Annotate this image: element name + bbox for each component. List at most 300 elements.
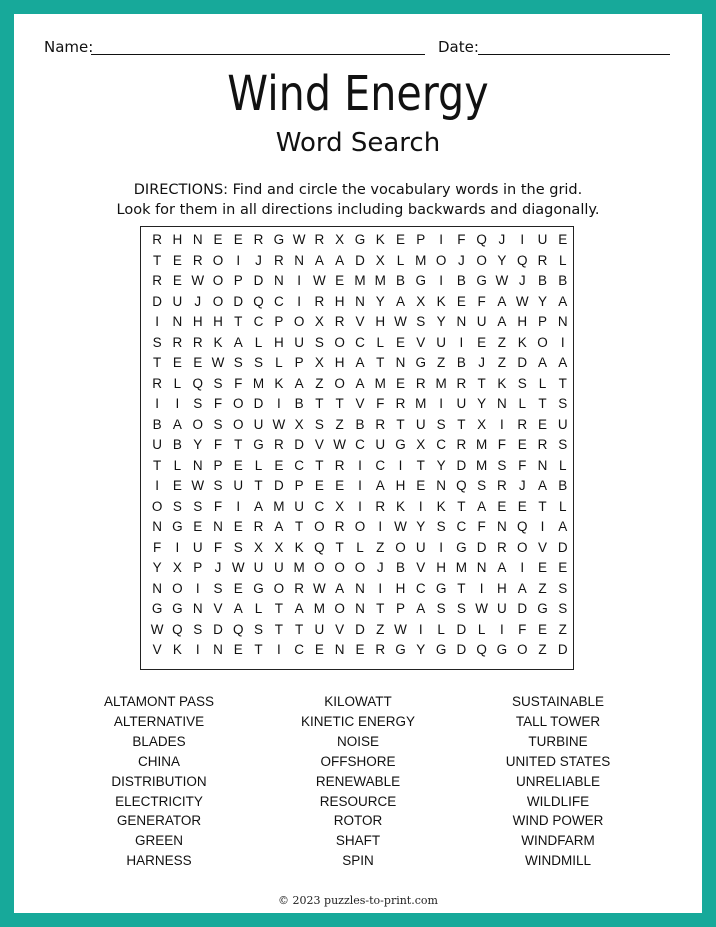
grid-letter[interactable]: Q: [314, 539, 325, 555]
grid-letter[interactable]: O: [233, 396, 244, 411]
grid-letter[interactable]: H: [172, 232, 183, 247]
grid-letter[interactable]: Y: [436, 314, 446, 329]
grid-letter[interactable]: T: [153, 252, 162, 268]
grid-letter[interactable]: L: [437, 621, 445, 637]
grid-letter[interactable]: L: [559, 498, 567, 514]
grid-letter[interactable]: N: [152, 519, 163, 534]
grid-letter[interactable]: O: [435, 252, 447, 268]
grid-letter[interactable]: O: [172, 580, 183, 596]
grid-letter[interactable]: W: [292, 232, 306, 247]
grid-letter[interactable]: W: [150, 621, 164, 637]
grid-letter[interactable]: N: [557, 314, 568, 329]
grid-letter[interactable]: V: [355, 314, 365, 329]
grid-letter[interactable]: U: [253, 416, 264, 432]
grid-letter[interactable]: I: [175, 396, 180, 411]
grid-letter[interactable]: T: [477, 375, 486, 391]
grid-letter[interactable]: R: [517, 416, 528, 432]
grid-letter[interactable]: H: [375, 314, 386, 329]
grid-letter[interactable]: X: [274, 539, 284, 555]
grid-letter[interactable]: W: [313, 273, 326, 288]
grid-letter[interactable]: E: [172, 252, 182, 268]
grid-letter[interactable]: D: [253, 273, 264, 288]
grid-letter[interactable]: O: [476, 252, 487, 268]
grid-letter[interactable]: N: [213, 519, 223, 534]
grid-letter[interactable]: A: [355, 355, 365, 370]
grid-letter[interactable]: R: [273, 437, 284, 452]
grid-letter[interactable]: S: [558, 580, 568, 596]
grid-letter[interactable]: N: [213, 642, 223, 657]
grid-letter[interactable]: R: [334, 457, 345, 473]
grid-letter[interactable]: L: [559, 457, 567, 473]
grid-letter[interactable]: F: [213, 437, 223, 452]
grid-letter[interactable]: T: [153, 355, 162, 370]
grid-letter[interactable]: E: [537, 621, 547, 637]
grid-letter[interactable]: E: [314, 642, 324, 657]
grid-letter[interactable]: R: [497, 539, 507, 555]
grid-letter[interactable]: W: [191, 478, 205, 493]
grid-letter[interactable]: U: [294, 334, 304, 350]
grid-letter[interactable]: K: [497, 375, 507, 391]
grid-letter[interactable]: X: [314, 355, 324, 370]
grid-letter[interactable]: E: [517, 437, 527, 452]
grid-letter[interactable]: P: [294, 478, 304, 493]
grid-letter[interactable]: N: [334, 642, 345, 657]
grid-letter[interactable]: G: [537, 601, 548, 616]
grid-letter[interactable]: I: [155, 478, 160, 493]
grid-letter[interactable]: R: [375, 498, 386, 514]
grid-letter[interactable]: P: [416, 232, 426, 247]
grid-letter[interactable]: X: [335, 498, 345, 514]
grid-letter[interactable]: R: [253, 232, 264, 247]
grid-letter[interactable]: G: [496, 642, 508, 657]
grid-letter[interactable]: Z: [315, 375, 324, 391]
grid-letter[interactable]: V: [314, 437, 324, 452]
grid-letter[interactable]: G: [456, 539, 467, 555]
grid-letter[interactable]: I: [195, 580, 200, 596]
grid-letter[interactable]: E: [193, 519, 203, 534]
grid-letter[interactable]: F: [518, 457, 527, 473]
grid-letter[interactable]: H: [395, 580, 406, 596]
grid-letter[interactable]: P: [213, 457, 223, 473]
grid-letter[interactable]: X: [416, 437, 426, 452]
grid-letter[interactable]: I: [500, 416, 504, 432]
grid-letter[interactable]: O: [293, 314, 305, 329]
grid-letter[interactable]: F: [213, 396, 223, 411]
grid-letter[interactable]: C: [253, 314, 264, 329]
grid-letter[interactable]: E: [355, 642, 365, 657]
grid-letter[interactable]: R: [497, 478, 507, 493]
grid-letter[interactable]: J: [255, 252, 262, 268]
grid-letter[interactable]: B: [558, 273, 568, 288]
grid-letter[interactable]: D: [557, 539, 568, 555]
grid-letter[interactable]: Q: [476, 642, 487, 657]
grid-letter[interactable]: O: [212, 273, 224, 288]
grid-letter[interactable]: A: [558, 293, 568, 309]
grid-letter[interactable]: G: [415, 355, 427, 370]
grid-letter[interactable]: U: [415, 416, 426, 432]
grid-letter[interactable]: L: [477, 621, 486, 637]
grid-letter[interactable]: A: [537, 355, 547, 370]
grid-letter[interactable]: T: [254, 478, 263, 493]
grid-letter[interactable]: C: [314, 498, 325, 514]
grid-letter[interactable]: C: [415, 580, 426, 596]
grid-letter[interactable]: X: [477, 416, 487, 432]
grid-letter[interactable]: N: [355, 293, 365, 309]
grid-letter[interactable]: A: [172, 416, 182, 432]
grid-letter[interactable]: O: [233, 416, 244, 432]
grid-letter[interactable]: U: [172, 293, 183, 309]
grid-letter[interactable]: U: [415, 539, 426, 555]
grid-letter[interactable]: R: [314, 293, 325, 309]
grid-letter[interactable]: Z: [376, 539, 385, 555]
grid-letter[interactable]: M: [455, 560, 467, 575]
grid-letter[interactable]: E: [396, 334, 406, 350]
grid-letter[interactable]: C: [355, 334, 365, 350]
grid-letter[interactable]: A: [497, 560, 507, 575]
grid-letter[interactable]: V: [335, 621, 345, 637]
grid-letter[interactable]: Y: [497, 252, 507, 268]
grid-letter[interactable]: F: [457, 232, 466, 247]
grid-letter[interactable]: O: [395, 539, 406, 555]
grid-letter[interactable]: J: [194, 293, 202, 309]
grid-letter[interactable]: H: [334, 293, 345, 309]
grid-letter[interactable]: S: [497, 457, 507, 473]
grid-letter[interactable]: X: [335, 232, 345, 247]
grid-letter[interactable]: T: [254, 642, 263, 657]
grid-letter[interactable]: R: [334, 519, 345, 534]
grid-letter[interactable]: H: [334, 355, 345, 370]
grid-letter[interactable]: N: [152, 580, 163, 596]
grid-letter[interactable]: I: [520, 232, 525, 247]
grid-letter[interactable]: I: [358, 498, 362, 514]
grid-letter[interactable]: R: [172, 334, 183, 350]
grid-letter[interactable]: D: [517, 601, 528, 616]
grid-letter[interactable]: C: [294, 457, 304, 473]
grid-letter[interactable]: Q: [516, 519, 528, 534]
grid-letter[interactable]: W: [333, 437, 347, 452]
grid-letter[interactable]: J: [518, 273, 526, 288]
grid-letter[interactable]: R: [375, 642, 386, 657]
grid-letter[interactable]: W: [394, 621, 407, 637]
grid-letter[interactable]: G: [354, 232, 366, 247]
grid-letter[interactable]: Q: [253, 293, 264, 309]
grid-letter[interactable]: O: [537, 334, 548, 350]
grid-letter[interactable]: A: [274, 519, 284, 534]
grid-letter[interactable]: U: [233, 478, 244, 493]
grid-letter[interactable]: T: [335, 396, 344, 411]
grid-letter[interactable]: E: [558, 560, 568, 575]
grid-letter[interactable]: T: [294, 621, 304, 637]
grid-letter[interactable]: Q: [516, 252, 528, 268]
grid-letter[interactable]: B: [294, 396, 304, 411]
grid-letter[interactable]: N: [355, 580, 365, 596]
grid-letter[interactable]: Y: [537, 293, 547, 309]
grid-letter[interactable]: R: [537, 437, 548, 452]
grid-letter[interactable]: H: [273, 334, 284, 350]
grid-letter[interactable]: L: [254, 601, 263, 616]
grid-letter[interactable]: M: [415, 396, 427, 411]
grid-letter[interactable]: R: [152, 375, 163, 391]
grid-letter[interactable]: R: [253, 519, 264, 534]
grid-letter[interactable]: F: [518, 621, 527, 637]
grid-letter[interactable]: R: [192, 252, 203, 268]
grid-letter[interactable]: N: [192, 601, 203, 616]
grid-letter[interactable]: U: [375, 437, 386, 452]
grid-letter[interactable]: R: [456, 437, 467, 452]
grid-letter[interactable]: L: [376, 334, 384, 350]
grid-letter[interactable]: L: [275, 355, 283, 370]
grid-letter[interactable]: T: [538, 498, 547, 514]
grid-letter[interactable]: G: [172, 601, 183, 616]
grid-letter[interactable]: A: [233, 334, 243, 350]
grid-letter[interactable]: S: [254, 355, 264, 370]
grid-letter[interactable]: T: [538, 396, 547, 411]
grid-letter[interactable]: R: [192, 334, 203, 350]
grid-letter[interactable]: U: [253, 560, 264, 575]
grid-letter[interactable]: P: [537, 314, 547, 329]
grid-letter[interactable]: P: [274, 314, 284, 329]
grid-letter[interactable]: Z: [538, 580, 547, 596]
grid-letter[interactable]: Y: [416, 519, 426, 534]
grid-letter[interactable]: T: [234, 437, 243, 452]
grid-letter[interactable]: P: [294, 355, 304, 370]
grid-letter[interactable]: I: [520, 560, 525, 575]
grid-letter[interactable]: I: [195, 642, 200, 657]
grid-letter[interactable]: S: [456, 601, 466, 616]
grid-letter[interactable]: L: [173, 457, 182, 473]
grid-letter[interactable]: I: [560, 334, 565, 350]
grid-letter[interactable]: R: [152, 232, 163, 247]
grid-letter[interactable]: L: [254, 457, 263, 473]
grid-letter[interactable]: K: [396, 498, 406, 514]
grid-letter[interactable]: S: [213, 375, 223, 391]
grid-letter[interactable]: S: [558, 396, 568, 411]
grid-letter[interactable]: B: [396, 273, 406, 288]
grid-letter[interactable]: D: [476, 539, 487, 555]
grid-letter[interactable]: S: [558, 601, 568, 616]
grid-letter[interactable]: C: [294, 642, 304, 657]
grid-letter[interactable]: E: [335, 273, 345, 288]
grid-letter[interactable]: U: [557, 416, 568, 432]
grid-letter[interactable]: I: [439, 396, 443, 411]
grid-letter[interactable]: T: [558, 375, 567, 391]
grid-letter[interactable]: G: [435, 642, 447, 657]
grid-letter[interactable]: S: [193, 621, 203, 637]
grid-letter[interactable]: Z: [376, 621, 385, 637]
grid-letter[interactable]: B: [152, 416, 162, 432]
grid-letter[interactable]: N: [395, 355, 406, 370]
grid-letter[interactable]: I: [155, 314, 160, 329]
grid-letter[interactable]: G: [395, 642, 406, 657]
grid-letter[interactable]: A: [335, 580, 345, 596]
grid-letter[interactable]: S: [193, 498, 203, 514]
grid-letter[interactable]: A: [294, 601, 304, 616]
grid-letter[interactable]: E: [537, 560, 547, 575]
grid-letter[interactable]: Z: [558, 621, 567, 637]
grid-letter[interactable]: M: [273, 498, 285, 514]
grid-letter[interactable]: T: [234, 314, 243, 329]
grid-letter[interactable]: A: [314, 252, 324, 268]
grid-letter[interactable]: S: [172, 498, 182, 514]
grid-letter[interactable]: N: [537, 457, 548, 473]
grid-letter[interactable]: D: [152, 293, 163, 309]
grid-letter[interactable]: S: [558, 437, 568, 452]
grid-letter[interactable]: G: [273, 232, 285, 247]
grid-letter[interactable]: I: [297, 273, 301, 288]
grid-letter[interactable]: E: [193, 355, 203, 370]
grid-letter[interactable]: F: [477, 293, 486, 309]
grid-letter[interactable]: O: [334, 334, 345, 350]
grid-letter[interactable]: X: [375, 252, 385, 268]
grid-letter[interactable]: G: [476, 273, 487, 288]
grid-letter[interactable]: F: [213, 539, 223, 555]
grid-letter[interactable]: I: [276, 642, 281, 657]
grid-letter[interactable]: A: [375, 478, 385, 493]
grid-letter[interactable]: J: [498, 232, 506, 247]
grid-letter[interactable]: K: [294, 539, 304, 555]
grid-letter[interactable]: T: [457, 498, 466, 514]
grid-letter[interactable]: M: [476, 457, 488, 473]
grid-letter[interactable]: D: [355, 621, 365, 637]
grid-letter[interactable]: A: [396, 293, 406, 309]
grid-letter[interactable]: W: [475, 601, 489, 616]
grid-letter[interactable]: T: [457, 580, 466, 596]
grid-letter[interactable]: R: [273, 252, 284, 268]
grid-letter[interactable]: E: [172, 478, 182, 493]
grid-letter[interactable]: T: [416, 457, 425, 473]
grid-letter[interactable]: I: [378, 580, 383, 596]
grid-letter[interactable]: O: [516, 642, 528, 657]
grid-letter[interactable]: E: [558, 232, 568, 247]
grid-letter[interactable]: T: [274, 601, 283, 616]
grid-letter[interactable]: M: [354, 273, 366, 288]
grid-letter[interactable]: A: [517, 580, 527, 596]
grid-letter[interactable]: F: [497, 437, 507, 452]
grid-letter[interactable]: R: [456, 375, 467, 391]
grid-letter[interactable]: U: [192, 539, 203, 555]
grid-letter[interactable]: Q: [172, 621, 183, 637]
grid-letter[interactable]: K: [213, 334, 223, 350]
grid-letter[interactable]: A: [537, 478, 547, 493]
grid-letter[interactable]: T: [376, 355, 385, 370]
grid-letter[interactable]: I: [439, 273, 443, 288]
grid-letter[interactable]: Y: [193, 437, 203, 452]
grid-letter[interactable]: J: [214, 560, 222, 575]
grid-letter[interactable]: I: [439, 232, 443, 247]
grid-letter[interactable]: E: [477, 334, 487, 350]
grid-letter[interactable]: R: [314, 232, 325, 247]
grid-letter[interactable]: K: [436, 293, 446, 309]
grid-letter[interactable]: X: [254, 539, 264, 555]
grid-letter[interactable]: I: [236, 252, 241, 268]
grid-letter[interactable]: U: [152, 437, 163, 452]
grid-letter[interactable]: M: [476, 437, 488, 452]
grid-letter[interactable]: E: [233, 519, 243, 534]
grid-letter[interactable]: W: [272, 416, 286, 432]
grid-letter[interactable]: G: [415, 273, 427, 288]
grid-letter[interactable]: D: [273, 478, 284, 493]
grid-letter[interactable]: Q: [456, 478, 467, 493]
grid-letter[interactable]: A: [254, 498, 264, 514]
grid-letter[interactable]: C: [375, 457, 386, 473]
grid-letter[interactable]: I: [236, 498, 241, 514]
grid-letter[interactable]: D: [517, 355, 528, 370]
grid-letter[interactable]: A: [558, 355, 568, 370]
grid-letter[interactable]: S: [193, 396, 203, 411]
grid-letter[interactable]: I: [459, 334, 464, 350]
grid-letter[interactable]: D: [253, 396, 264, 411]
grid-letter[interactable]: C: [273, 293, 284, 309]
grid-letter[interactable]: E: [396, 375, 406, 391]
grid-letter[interactable]: N: [497, 519, 507, 534]
grid-letter[interactable]: U: [476, 314, 487, 329]
grid-letter[interactable]: S: [517, 375, 527, 391]
grid-letter[interactable]: A: [335, 252, 345, 268]
grid-letter[interactable]: F: [153, 539, 162, 555]
grid-letter[interactable]: O: [354, 560, 366, 575]
grid-letter[interactable]: W: [515, 293, 529, 309]
grid-letter[interactable]: M: [293, 560, 305, 575]
grid-letter[interactable]: E: [497, 498, 507, 514]
grid-letter[interactable]: N: [476, 560, 487, 575]
grid-letter[interactable]: A: [558, 519, 568, 534]
grid-letter[interactable]: U: [273, 560, 284, 575]
grid-letter[interactable]: X: [314, 314, 324, 329]
grid-letter[interactable]: J: [518, 478, 526, 493]
grid-letter[interactable]: G: [151, 601, 163, 616]
grid-letter[interactable]: X: [294, 416, 304, 432]
grid-letter[interactable]: S: [436, 519, 446, 534]
grid-letter[interactable]: E: [314, 478, 324, 493]
grid-letter[interactable]: A: [477, 498, 487, 514]
grid-letter[interactable]: A: [416, 601, 426, 616]
grid-letter[interactable]: S: [152, 334, 162, 350]
grid-letter[interactable]: T: [376, 601, 385, 616]
grid-letter[interactable]: O: [516, 539, 528, 555]
grid-letter[interactable]: B: [537, 273, 547, 288]
grid-letter[interactable]: T: [294, 519, 304, 534]
grid-letter[interactable]: S: [436, 416, 446, 432]
grid-letter[interactable]: U: [456, 396, 467, 411]
grid-letter[interactable]: U: [294, 498, 304, 514]
grid-letter[interactable]: Z: [497, 355, 507, 370]
grid-letter[interactable]: E: [416, 478, 426, 493]
grid-letter[interactable]: E: [233, 642, 243, 657]
grid-letter[interactable]: W: [394, 314, 407, 329]
grid-letter[interactable]: X: [172, 560, 182, 575]
grid-letter[interactable]: R: [395, 396, 406, 411]
grid-letter[interactable]: L: [559, 252, 567, 268]
grid-letter[interactable]: O: [192, 416, 203, 432]
grid-letter[interactable]: F: [376, 396, 385, 411]
grid-letter[interactable]: C: [355, 437, 365, 452]
grid-letter[interactable]: R: [334, 314, 345, 329]
grid-letter[interactable]: U: [537, 232, 548, 247]
grid-letter[interactable]: C: [436, 437, 446, 452]
grid-letter[interactable]: V: [416, 334, 426, 350]
grid-letter[interactable]: N: [192, 232, 203, 247]
grid-letter[interactable]: B: [456, 273, 466, 288]
grid-letter[interactable]: T: [153, 457, 162, 473]
grid-letter[interactable]: N: [436, 478, 446, 493]
grid-letter[interactable]: V: [152, 642, 162, 657]
grid-letter[interactable]: G: [395, 437, 406, 452]
grid-letter[interactable]: B: [355, 416, 365, 432]
grid-letter[interactable]: N: [497, 396, 507, 411]
grid-letter[interactable]: T: [274, 621, 283, 637]
grid-letter[interactable]: N: [355, 601, 365, 616]
grid-letter[interactable]: R: [415, 375, 426, 391]
